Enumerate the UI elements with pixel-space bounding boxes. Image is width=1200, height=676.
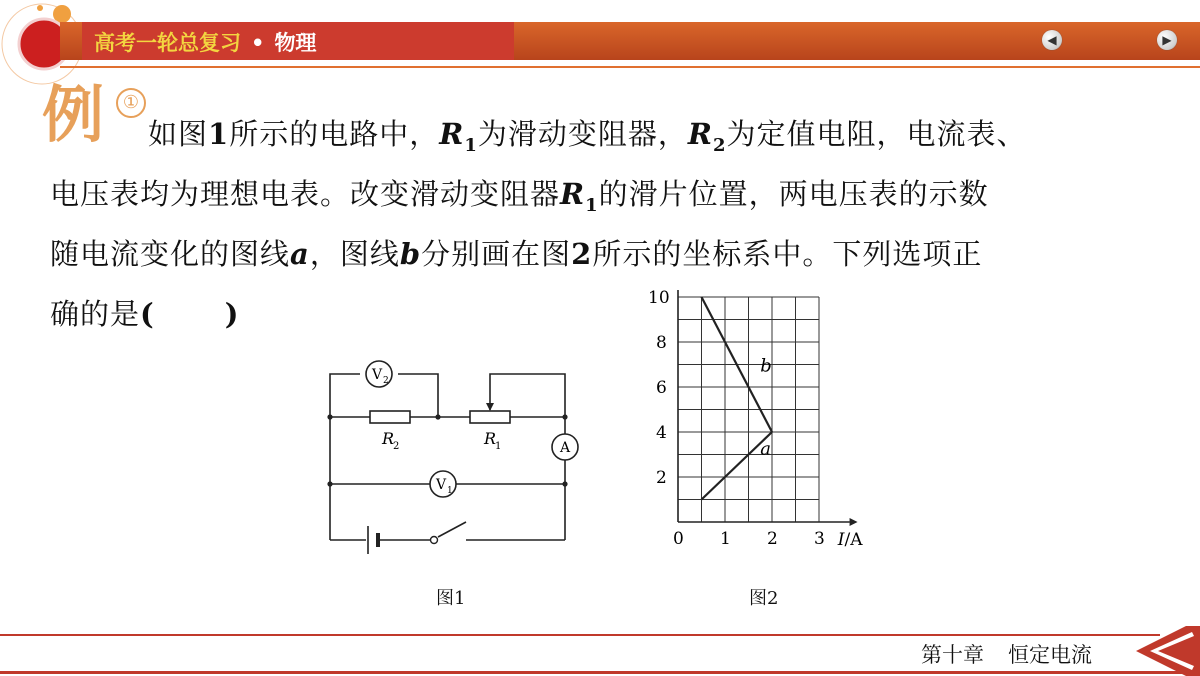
v1-label: V [436,477,447,493]
x-tick-label: 1 [720,529,731,549]
rheostat-r1 [470,411,510,423]
chapter-number: 第十章 [921,643,984,667]
chevron-right-icon: ▶ [1162,33,1172,47]
header-underline [60,66,1200,68]
v1-sub: 1 [447,486,453,496]
series-label-b: b [760,355,772,377]
header-title [94,27,316,57]
ammeter-label: A [560,440,571,456]
y-tick-label: 10 [648,290,670,308]
r2-sub: 2 [393,441,400,452]
v2-label: V [372,367,383,383]
footer-line [0,634,1160,636]
footer-bottom-bar [0,671,1200,674]
x-axis-arrow-icon [850,518,858,526]
footer-arrow-icon [1136,626,1200,676]
question-line-4: 确的是( ) [50,297,240,331]
example-mark: 例 [42,78,105,151]
prev-slide-button[interactable] [1042,30,1062,50]
x-tick-label: 3 [814,529,825,549]
next-slide-button[interactable] [1157,30,1177,50]
course-name: 高考一轮总复习 [94,31,241,55]
v2-sub: 2 [383,376,389,386]
question-line-3: 随电流变化的图线a，图线b分别画在图2所示的坐标系中。下列选项正 [50,237,983,271]
footer-chapter [921,639,1092,669]
question-line-2: 电压表均为理想电表。改变滑动变阻器$R_1$的滑片位置，两电压表的示数 [50,177,989,216]
question-line-1: 如图1所示的电路中，$R_1$为滑动变阻器，$R_2$为定值电阻，电流表、 [148,117,1027,156]
r2-label: R [382,429,395,448]
x-tick-label: 2 [767,529,778,549]
chevron-left-icon: ◀ [1047,33,1057,47]
x-axis-label: I/A [837,530,863,550]
y-tick-label: 8 [656,333,667,353]
circuit-diagram [320,350,580,560]
y-tick-label: 6 [656,378,667,398]
series-label-a: a [760,438,771,460]
r1-label: R [484,429,497,448]
resistor-r2 [370,411,410,423]
graph-tick-labels [648,290,863,550]
y-tick-label: 4 [656,423,667,443]
figure2-caption: 图2 [749,588,779,609]
chapter-topic: 恒定电流 [1008,643,1092,667]
header-separator: • [251,31,265,55]
example-number: ① [116,88,146,118]
y-tick-label: 2 [656,468,667,488]
ui-graph [640,290,880,580]
r1-sub: 1 [495,441,502,452]
graph-grid [678,297,819,522]
switch-pivot [431,537,438,544]
subject-name: 物理 [274,31,317,55]
graph-series [702,297,773,500]
figure1-caption: 图1 [436,588,466,609]
x-tick-label: 0 [673,529,684,549]
slider-arrow-icon [486,403,494,411]
